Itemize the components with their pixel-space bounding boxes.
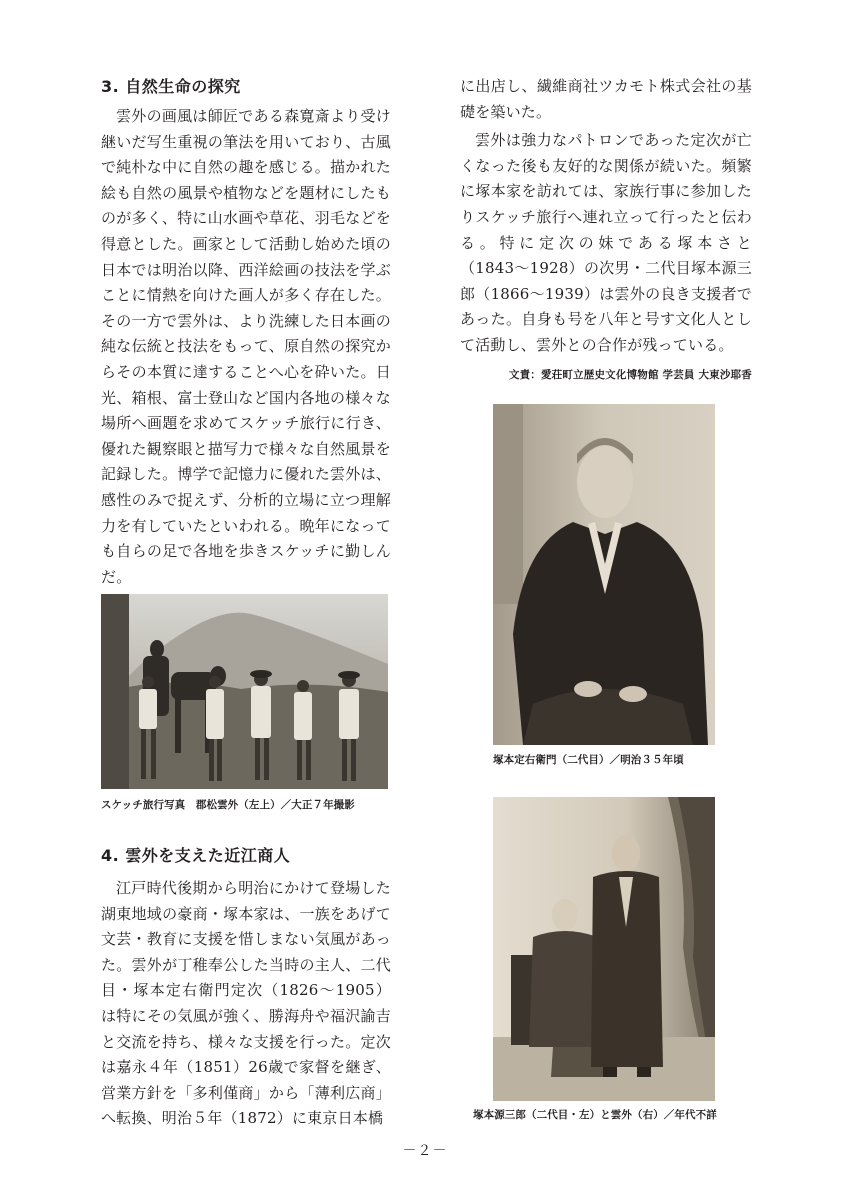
genzaburo-ungai-photo (493, 797, 715, 1101)
page-number: －２－ (402, 1143, 448, 1159)
genzaburo-ungai-caption: 塚本源三郎（二代目・左）と雲外（右）／年代不詳 (473, 1109, 717, 1121)
author-credit: 文責：愛荘町立歴史文化博物館 学芸員 大東沙耶香 (508, 368, 752, 381)
section4-heading: 4. 雲外を支えた近江商人 (101, 846, 291, 865)
sadaemon-portrait-photo (493, 404, 715, 745)
section3-heading: 3. 自然生命の探究 (101, 77, 241, 96)
sadaemon-caption: 塚本定右衛門（二代目）／明治３５年頃 (493, 754, 684, 766)
sketch-trip-caption: スケッチ旅行写真 郡松雲外（左上）／大正７年撮影 (101, 799, 355, 811)
sketch-trip-photo (101, 594, 388, 789)
section4-paragraph-2: 雲外は強力なパトロンであった定次が亡くなった後も友好的な関係が続いた。頻繁に塚本家を訪れては、家族行事に参加したりスケッチ旅行へ連れ立って行ったと伝わる。特に定次の妹である塚本さと（1843〜1928）の次男・二代目塚本源三郎（1866〜1939）は雲外の良き支援者であった。自身も号を八年と号す文化人として活動し、雲外との合作が残っている。 (460, 131, 752, 354)
left-column (101, 74, 391, 590)
right-column (460, 74, 752, 382)
section4-paragraph-left: 江戸時代後期から明治にかけて登場した湖東地域の豪商・塚本家は、一族をあげて文芸・教育に支援を惜しまない気風があった。雲外が丁稚奉公した当時の主人、二代目・塚本定右衛門定次（1826〜1905）は特にその気風が強く、勝海舟や福沢諭吉と交流を持ち、様々な支援を行った。定次は嘉永４年（1851）26歳で家督を継ぎ、営業方針を「多利僅商」から「薄利広商」へ転換、明治５年（1872）に東京日本橋 (101, 879, 391, 1128)
section4-continuation: に出店し、繊維商社ツカモト株式会社の基礎を築いた。 (460, 77, 752, 121)
section3-paragraph: 雲外の画風は師匠である森寛斎より受け継いだ写生重視の筆法を用いており、古風で純朴な中に自然の趣を感じる。描かれた絵も自然の風景や植物などを題材にしたものが多く、特に山水画や草花、羽毛などを得意とした。画家として活動し始めた頃の日本では明治以降、西洋絵画の技法を学ぶことに情熱を向けた画人が多く存在した。その一方で雲外は、より洗練した日本画の純な伝統と技法をもって、原自然の探究からその本質に達することへ心を砕いた。日光、箱根、富士登山など国内各地の様々な場所へ画題を求めてスケッチ旅行に行き、優れた観察眼と描写力で様々な自然風景を記録した。博学で記憶力に優れた雲外は、感性のみで捉えず、分析的立場に立つ理解力を有していたといわれる。晩年になっても自らの足で各地を歩きスケッチに勤しんだ。 (101, 107, 391, 586)
section4-block (101, 843, 391, 1132)
